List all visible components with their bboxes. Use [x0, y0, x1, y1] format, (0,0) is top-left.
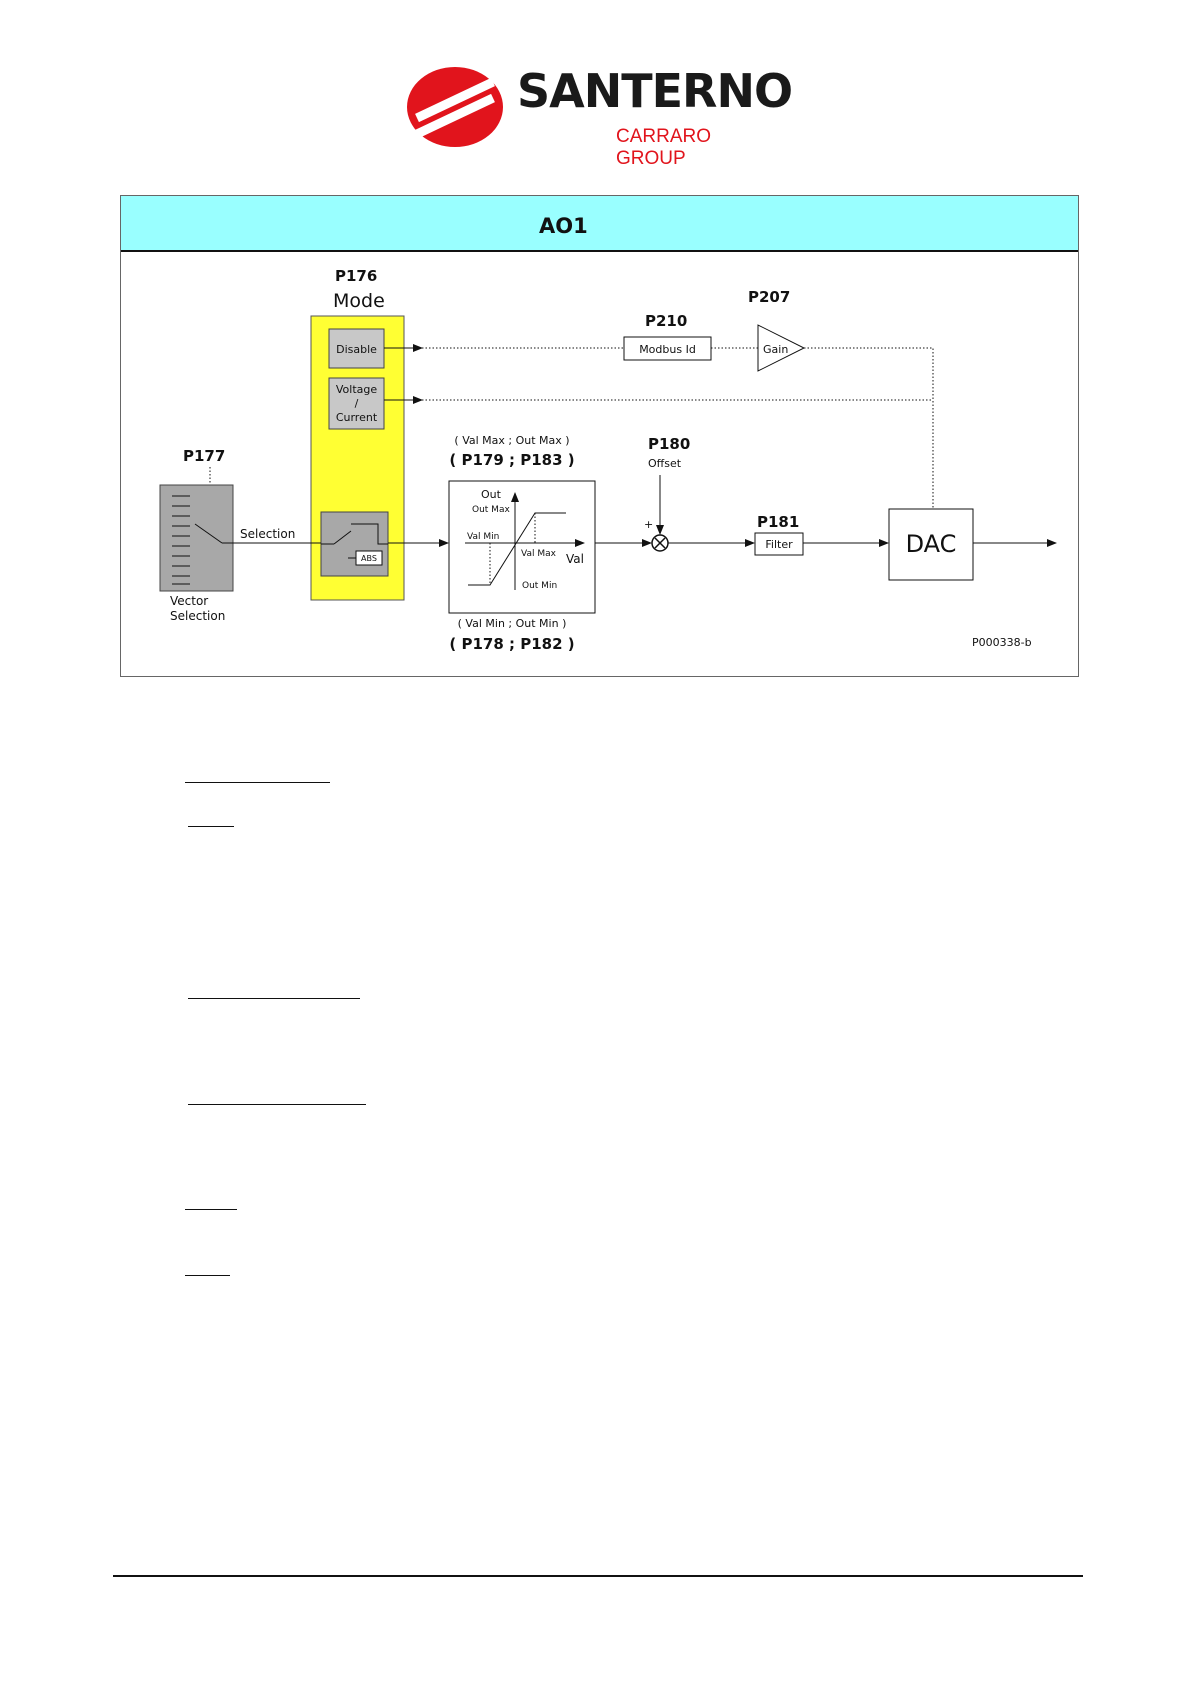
slash-label: /	[354, 397, 359, 410]
scaling-block	[449, 481, 595, 613]
logo-group-name: CARRARO GROUP	[616, 126, 712, 169]
santerno-logo	[405, 62, 793, 169]
title-bar	[121, 196, 1078, 251]
filter-label: Filter	[765, 538, 793, 551]
offset-sign: +	[644, 518, 654, 531]
out-max-label: Out Max	[472, 505, 510, 515]
vector-selector-box	[160, 485, 233, 591]
text-rule-3	[188, 998, 360, 999]
p207-param: P207	[748, 288, 791, 306]
modbus-id-label: Modbus Id	[639, 343, 696, 356]
abs-label: ABS	[361, 554, 377, 563]
disable-label: Disable	[336, 343, 377, 356]
scaling-bottom-note: ( Val Min ; Out Min )	[457, 617, 567, 630]
diagram-title: AO1	[539, 214, 588, 238]
figure-code: P000338-b	[972, 636, 1032, 649]
santerno-swoosh-icon	[405, 62, 505, 152]
voltage-label: Voltage	[335, 383, 378, 396]
ao1-block-diagram	[120, 195, 1079, 677]
p180-label: Offset	[648, 457, 682, 470]
gain-label: Gain	[763, 343, 789, 356]
text-rule-2	[188, 826, 234, 827]
p210-param: P210	[645, 312, 688, 330]
scaling-top-params: ( P179 ; P183 )	[449, 451, 575, 469]
dac-label: DAC	[905, 530, 957, 558]
p176-label: Mode	[333, 290, 385, 312]
p176-param: P176	[335, 267, 378, 285]
p180-param: P180	[648, 435, 691, 453]
val-min-label: Val Min	[467, 532, 500, 542]
p181-param: P181	[757, 513, 800, 531]
axis-out-label: Out	[481, 488, 501, 501]
selection-label: Selection	[240, 527, 296, 541]
val-max-label: Val Max	[521, 549, 556, 559]
text-rule-5	[185, 1209, 237, 1210]
vector-caption-line1: Vector	[170, 594, 209, 608]
scaling-top-note: ( Val Max ; Out Max )	[454, 434, 570, 447]
out-min-label: Out Min	[522, 581, 558, 591]
text-rule-4	[188, 1104, 366, 1105]
vector-caption-line2: Selection	[170, 609, 226, 623]
current-label: Current	[335, 411, 378, 424]
logo-wordmark: SANTERNO	[517, 64, 793, 118]
diagram-canvas	[120, 195, 1079, 677]
p177-param: P177	[183, 447, 226, 465]
axis-val-label: Val	[566, 552, 584, 566]
diagram-frame	[121, 196, 1079, 677]
scaling-bottom-params: ( P178 ; P182 )	[449, 635, 575, 653]
footer-rule	[113, 1575, 1083, 1577]
text-rule-1	[185, 782, 330, 783]
text-rule-6	[185, 1275, 230, 1276]
